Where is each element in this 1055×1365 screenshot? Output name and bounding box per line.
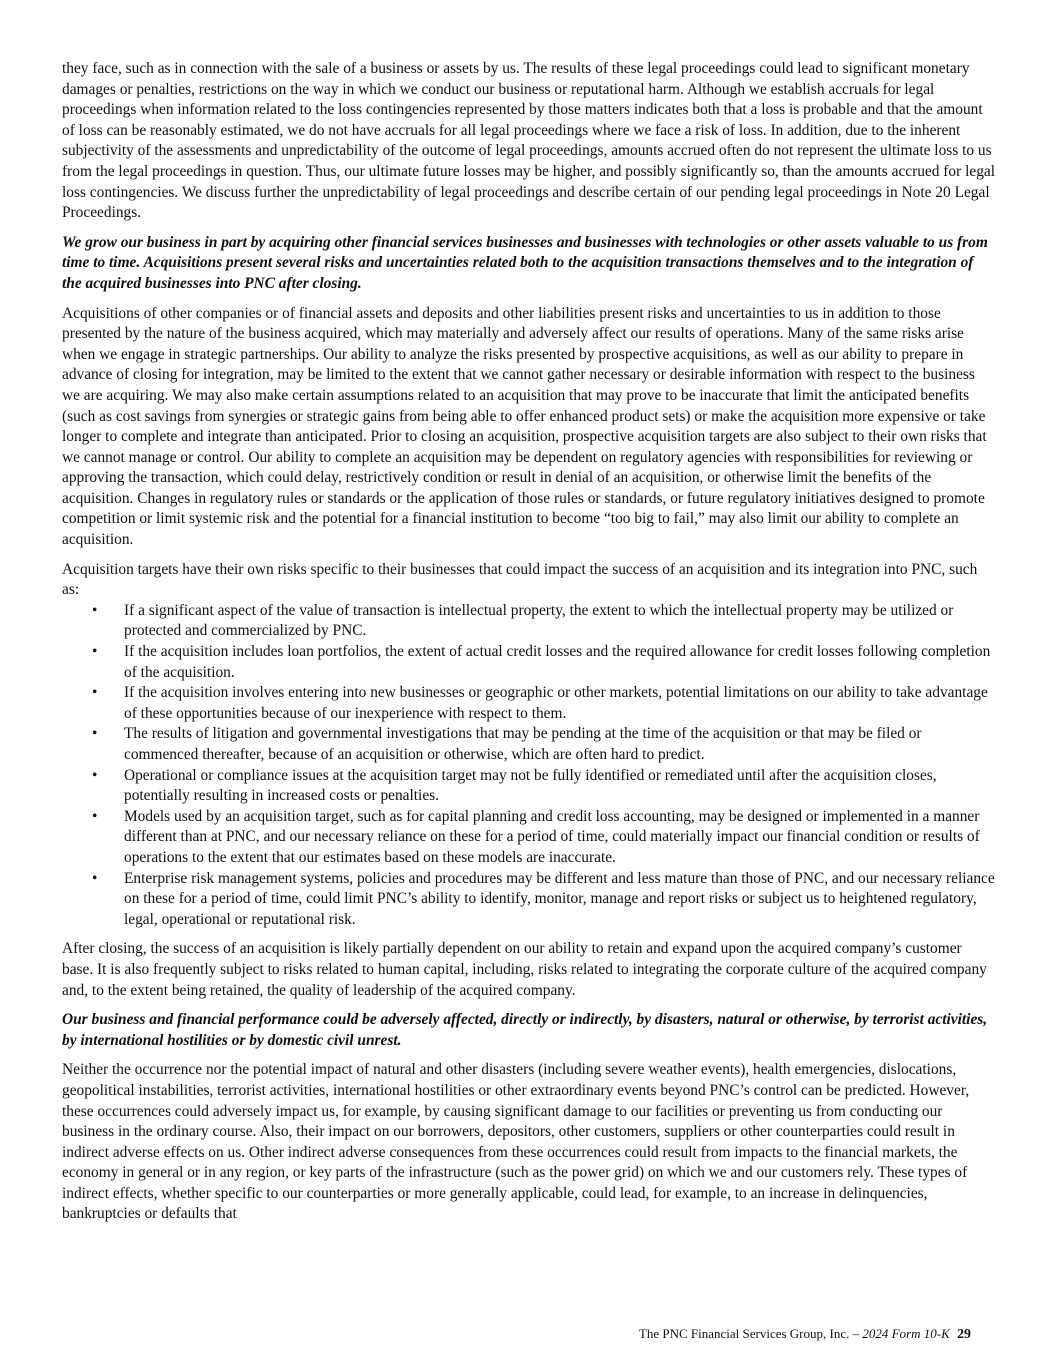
list-item-text: If the acquisition includes loan portfolios, the extent of actual credit losses and the required allowance for credit losses following completion of the acquisition. [124, 643, 991, 681]
list-item [62, 807, 996, 869]
list-item-text: If a significant aspect of the value of transaction is intellectual property, the extent to which the intellectual property may be utilized or protected and commercialized by PNC. [124, 601, 954, 640]
list-item [62, 642, 996, 683]
list-item-text: The results of litigation and governmental investigations that may be pending at the time of the acquisition or that may be filed or commenced thereafter, because of an acquisition or otherwise, which are often hard to predict. [124, 725, 922, 763]
document-body [62, 59, 996, 1234]
bullet-marker: • [92, 869, 98, 887]
list-item [62, 724, 996, 765]
paragraph-acquisition-risks: Acquisitions of other companies or of financial assets and deposits and other liabilities present risks and uncertainties to us in addition to those presented by the nature of the business acquired, which may materially and adversely affect our results of operations. Many of the same risks arise when we engage in strategic partnerships. Our ability to analyze the risks presented by prospective acquisitions, as well as our ability to prepare in advance of closing for integration, may be limited to the extent that we cannot gather necessary or desirable information with respect to the business we are acquiring. We may also make certain assumptions related to an acquisition that may prove to be inaccurate that limit the anticipated benefits (such as cost savings from synergies or strategic gains from being able to offer enhanced product sets) or make the acquisition more expensive or take longer to complete and integrate than anticipated. Prior to closing an acquisition, prospective acquisition targets are also subject to their own risks that we cannot manage or control. Our ability to complete an acquisition may be dependent on regulatory agencies with responsibilities for reviewing or approving the transaction, which could delay, restrictively condition or result in denial of an acquisition, or otherwise limit the benefits of the acquisition. Changes in regulatory rules or standards or the application of those rules or standards, or future regulatory initiatives designed to promote competition or limit systemic risk and the potential for a financial institution to become “too big to fail,” may also limit our ability to complete an acquisition. [62, 304, 987, 549]
risk-heading-disasters: Our business and financial performance could be adversely affected, directly or indirectly, by disasters, natural or otherwise, by terrorist activities, by international hostilities or by domestic civil unrest. [62, 1011, 988, 1049]
footer-form: 2024 Form 10-K [862, 1326, 950, 1341]
bullet-marker: • [92, 725, 98, 743]
bullet-marker: • [92, 643, 98, 661]
paragraph-legal-proceedings: they face, such as in connection with the sale of a business or assets by us. The results of these legal proceedings could lead to significant monetary damages or penalties, restrictions on the way in which we conduct our business or reputational harm. Although we establish accruals for legal proceedings when information related to the loss contingencies represented by those matters indicates both that a loss is probable and that the amount of loss can be reasonably estimated, we do not have accruals for all legal proceedings where we face a risk of loss. In addition, due to the inherent subjectivity of the assessments and unpredictability of the outcome of legal proceedings, amounts accrued often do not represent the ultimate loss to us from the legal proceedings in question. Thus, our ultimate future losses may be higher, and possibly significantly so, than the amounts accrued for legal loss contingencies. We discuss further the unpredictability of legal proceedings and describe certain of our pending legal proceedings in Note 20 Legal Proceedings. [62, 60, 996, 222]
bullet-marker: • [92, 601, 98, 619]
acquisition-risk-list [62, 601, 996, 931]
list-item [62, 683, 996, 724]
footer-company: The PNC Financial Services Group, Inc. – [638, 1326, 860, 1341]
risk-heading-acquisitions: We grow our business in part by acquiring other financial services businesses and businesses with technologies or other assets valuable to us from time to time. Acquisitions present several risks and uncertainties related both to the acquisition transactions themselves and to the integration of the acquired businesses into PNC after closing. [62, 233, 988, 292]
paragraph-acquisition-targets: Acquisition targets have their own risks specific to their businesses that could impact the success of an acquisition and its integration into PNC, such as: [62, 560, 978, 599]
paragraph-disasters: Neither the occurrence nor the potential impact of natural and other disasters (including severe weather events), health emergencies, dislocations, geopolitical instabilities, terrorist activities, international hostilities or other extraordinary events beyond PNC’s control can be predicted. However, these occurrences could adversely impact us, for example, by causing significant damage to our facilities or preventing us from conducting our business in the ordinary course. Also, their impact on our borrowers, depositors, other customers, suppliers or other counterparties could result in indirect adverse effects on us. Other indirect adverse consequences from these occurrences could result from impacts to the financial markets, the economy in general or in any region, or key parts of the infrastructure (such as the power grid) on which we and our customers rely. These types of indirect effects, whether specific to our counterparties or more generally applicable, could lead, for example, to an increase in delinquencies, bankruptcies or defaults that [62, 1061, 970, 1223]
list-item-text: Operational or compliance issues at the acquisition target may not be fully identified or remediated until after the acquisition closes, potentially resulting in increased costs or penalties. [124, 766, 937, 805]
list-item [62, 766, 996, 807]
bullet-marker: • [92, 766, 98, 784]
page-footer [639, 1326, 971, 1343]
list-item-text: Models used by an acquisition target, such as for capital planning and credit loss accounting, may be designed or implemented in a manner different than at PNC, and our necessary reliance on these for a period of time, could materially impact our financial condition or results of operations to the extent that our estimates based on these models are inaccurate. [124, 807, 980, 866]
list-item-text: If the acquisition involves entering into new businesses or geographic or other markets, potential limitations on our ability to take advantage of these opportunities because of our inexperience with respect to them. [124, 684, 988, 722]
bullet-marker: • [92, 684, 98, 702]
paragraph-after-closing: After closing, the success of an acquisition is likely partially dependent on our ability to retain and expand upon the acquired company’s customer base. It is also frequently subject to risks related to human capital, including, risks related to integrating the corporate culture of the acquired company and, to the extent being retained, the quality of leadership of the acquired company. [62, 940, 987, 999]
list-item-text: Enterprise risk management systems, policies and procedures may be different and less mature than those of PNC, and our necessary reliance on these for a period of time, could limit PNC’s ability to identify, monitor, manage and report risks or subject us to heightened regulatory, legal, operational or reputational risk. [124, 869, 995, 928]
list-item [62, 601, 996, 642]
page-number: 29 [957, 1327, 971, 1342]
list-item [62, 869, 996, 931]
bullet-marker: • [92, 807, 98, 825]
